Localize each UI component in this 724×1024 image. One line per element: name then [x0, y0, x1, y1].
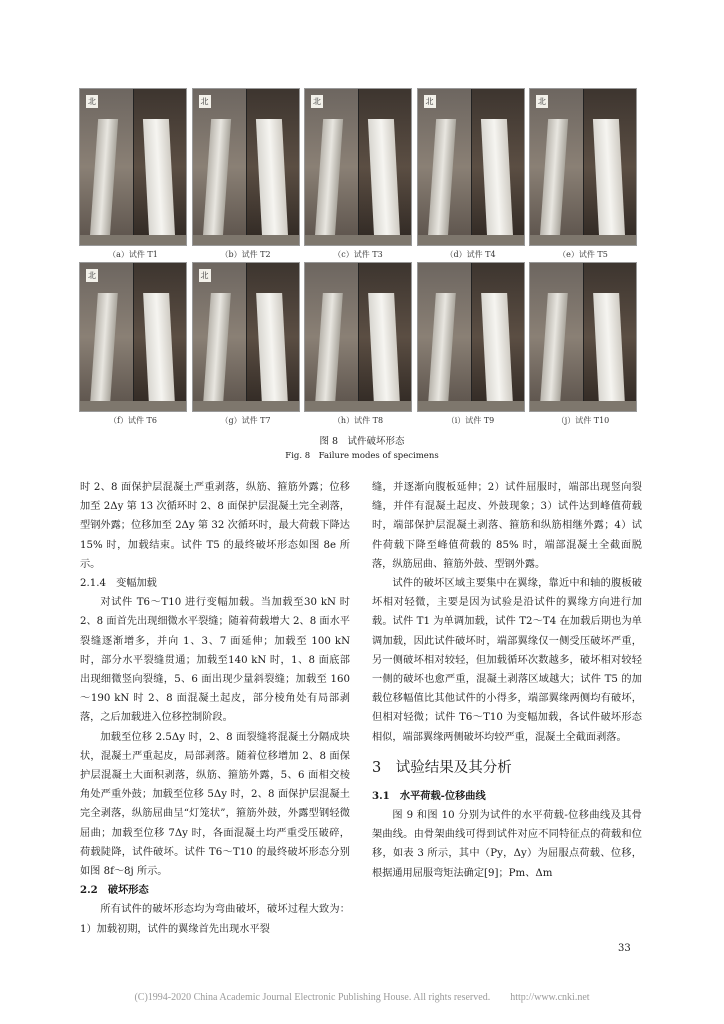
- north-sign: 北: [200, 97, 209, 106]
- figure-8-row-2: [80, 262, 636, 426]
- figure-panel-f: [80, 262, 186, 426]
- panel-caption: （a）试件 T1: [108, 250, 158, 259]
- figure-panel-a: [80, 88, 186, 260]
- paragraph: 时 2、8 面保护层混凝土严重剥落，纵筋、箍筋外露；位移加至 2Δy 第 13 次循环时 2、8 面保护层混凝土完全剥落，型钢外露；位移加至 2Δy 第 32 次循环时，最大荷载下降达 15% 时，加载结束。试件 T5 的最终破坏形态如图 8e 所示。: [80, 482, 350, 570]
- specimen-photo-t7: [192, 262, 300, 412]
- specimen-photo-t9: [417, 262, 525, 412]
- paragraph: 试件的破坏区域主要集中在翼缘，靠近中和轴的腹板破坏相对轻微，主要是因为试验是沿试件的翼缘方向进行加载。试件 T1 为单调加载，试件 T2～T4 在加载后期也为单调加载，因此试件破坏时，端部翼缘仅一侧受压破坏严重，另一侧破坏相对较轻，但加载循环次数越多，破坏相对较轻一侧的破坏也愈严重，混凝土剥落区域越大；试件 T5 的加载位移幅值比其他试件的小得多，端部翼缘两侧均有破坏，但相对轻微；试件 T6～T10 为变幅加载，各试件破坏形态相似，端部翼缘两侧破坏均较严重，混凝土全截面剥落。: [372, 578, 642, 743]
- north-sign: 北: [200, 271, 209, 280]
- specimen-photo-t1: [79, 88, 187, 246]
- left-text-column: [80, 478, 350, 939]
- paragraph: 图 9 和图 10 分别为试件的水平荷载-位移曲线及其骨架曲线。由骨架曲线可得到试件对应不同特征点的荷载和位移，如表 3 所示，其中（Py，Δy）为屈服点荷载、位移，根据通用屈服弯矩法确定[9]；Pm、Δm: [372, 810, 642, 879]
- right-text-column: [372, 478, 642, 883]
- specimen-photo-t6: [79, 262, 187, 412]
- paragraph: 对试件 T6～T10 进行变幅加载。当加载至30 kN 时 2、8 面首先出现细微水平裂缝；随着荷载增大 2、8 面水平裂缝逐渐增多，并向 1、3、7 面延伸；加载至 100 kN 时，部分水平裂缝贯通；加载至140 kN 时，1、8 面底部出现细微竖向裂缝，5、6 面出现少量斜裂缝；加载至 160～190 kN 时 2、8 面混凝土起皮，部分棱角处有局部剥落，之后加载进入位移控制阶段。: [80, 597, 350, 724]
- figure-panel-d: [418, 88, 524, 260]
- north-sign: 北: [425, 97, 434, 106]
- paragraph: 缝，并逐渐向腹板延伸；2）试件屈服时，端部出现竖向裂缝，并伴有混凝土起皮、外鼓现象；3）试件达到峰值荷载时，端部保护层混凝土剥落、箍筋和纵筋相继外露；4）试件荷载下降至峰值荷载的 85% 时，端部混凝土全截面脱落，纵筋屈曲、箍筋外鼓、型钢外露。: [372, 482, 642, 570]
- page-number: 33: [618, 943, 631, 954]
- section-heading: 2.2 破坏形态: [80, 884, 149, 897]
- specimen-photo-t8: [304, 262, 412, 412]
- subsection-heading: 2.1.4 变幅加载: [80, 578, 157, 590]
- figure-panel-b: [193, 88, 299, 260]
- panel-caption: （i）试件 T9: [446, 416, 495, 425]
- north-sign: 北: [538, 97, 546, 106]
- figure-8-row-1: [80, 88, 636, 260]
- specimen-photo-t4: [417, 88, 525, 246]
- north-sign: 北: [313, 97, 321, 106]
- specimen-photo-t2: [192, 88, 300, 246]
- specimen-photo-t5: [529, 88, 637, 246]
- figure-title: 图 8 试件破坏形态: [319, 436, 405, 447]
- panel-caption: （g）试件 T7: [220, 416, 271, 425]
- panel-caption: （j）试件 T10: [556, 416, 610, 425]
- figure-panel-h: [305, 262, 411, 426]
- panel-caption: （c）试件 T3: [333, 250, 383, 259]
- north-sign: 北: [88, 271, 96, 280]
- figure-panel-e: [530, 88, 636, 260]
- figure-title-english: Fig. 8 Failure modes of specimens: [285, 451, 439, 461]
- figure-panel-j: [530, 262, 636, 426]
- paragraph: 所有试件的破坏形态均为弯曲破坏，破坏过程大致为：1）加载初期，试件的翼缘首先出现水平裂: [80, 904, 350, 935]
- north-sign: 北: [88, 97, 96, 106]
- copyright-footer: (C)1994-2020 China Academic Journal Electronic Publishing House. All rights reserved. http://www.cnki.net: [134, 992, 590, 1003]
- panel-caption: （f）试件 T6: [109, 416, 157, 425]
- panel-caption: （h）试件 T8: [332, 416, 384, 425]
- panel-caption: （e）试件 T5: [558, 250, 608, 259]
- paragraph: 加载至位移 2.5Δy 时，2、8 面裂缝将混凝土分隔成块状，混凝土严重起皮，局部剥落。随着位移增加 2、8 面保护层混凝土大面积剥落，纵筋、箍筋外露，5、6 面相交棱角处严重外鼓；加载至位移 5Δy 时，2、8 面保护层混凝土完全剥落，纵筋屈曲呈“灯笼状”，箍筋外鼓，外露型钢轻微屈曲；加载至位移 7Δy 时，各面混凝土均严重受压破碎，荷载陡降，试件破坏。试件 T6～T10 的最终破坏形态分别如图 8f～8j 所示。: [80, 731, 350, 878]
- figure-panel-c: [305, 88, 411, 260]
- section-heading: 3.1 水平荷载-位移曲线: [372, 789, 486, 802]
- specimen-photo-t10: [529, 262, 637, 412]
- panel-caption: （b）试件 T2: [220, 250, 271, 259]
- figure-panel-i: [418, 262, 524, 426]
- panel-caption: （d）试件 T4: [445, 250, 496, 259]
- chapter-heading: 3 试验结果及其分析: [372, 759, 512, 776]
- figure-panel-g: [193, 262, 299, 426]
- specimen-photo-t3: [304, 88, 412, 246]
